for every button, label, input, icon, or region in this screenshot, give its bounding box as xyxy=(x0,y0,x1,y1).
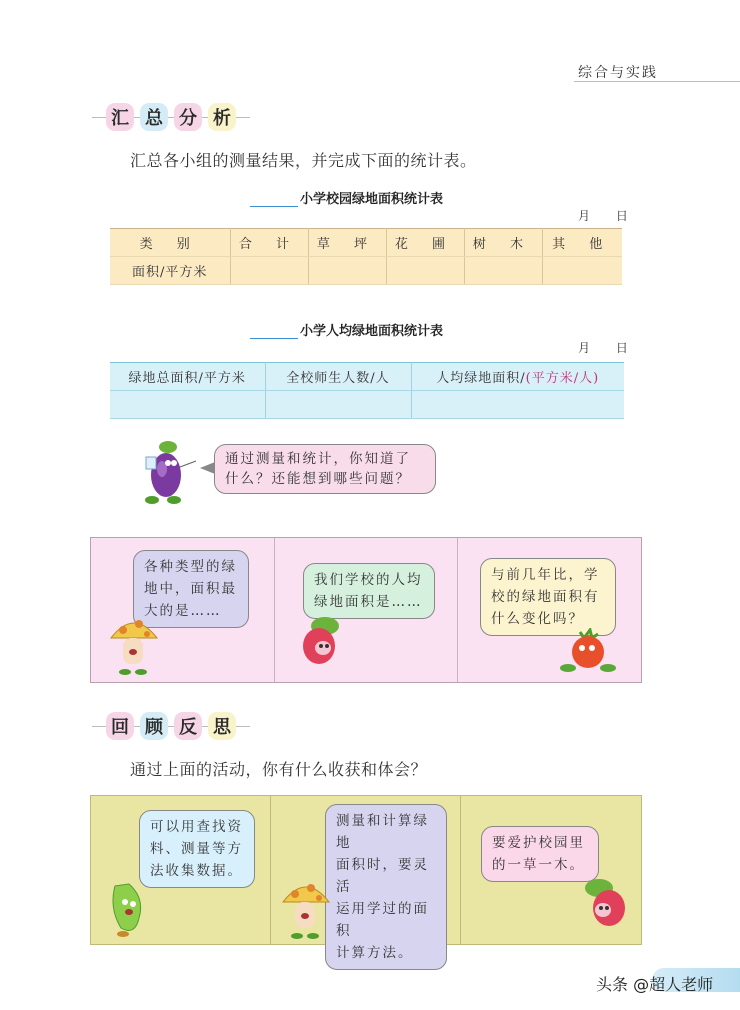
discussion-panel xyxy=(275,538,458,682)
bubble-line: 大的是…… xyxy=(144,603,222,619)
row-label: 面积/平方米 xyxy=(110,257,230,285)
bubble-line: 通过测量和统计，你知道了 xyxy=(225,451,411,467)
divider xyxy=(92,726,106,727)
bubble-line: 要爱护校园里 xyxy=(492,835,585,851)
header-cell: 其 他 xyxy=(542,229,622,257)
tomato-character xyxy=(554,628,618,678)
title-char: 顾 xyxy=(140,712,168,740)
header-cell xyxy=(411,363,624,391)
title-char: 析 xyxy=(208,103,236,131)
eggplant-character xyxy=(140,437,200,505)
header-text: 人均绿地面积/ xyxy=(436,371,526,386)
title-char: 思 xyxy=(208,712,236,740)
table-header-row xyxy=(110,229,622,257)
bubble-line: 法收集数据。 xyxy=(150,863,243,879)
reflection-panel-row xyxy=(90,795,642,961)
section-title-review xyxy=(92,712,250,740)
header-cell: 类 别 xyxy=(110,229,230,257)
header-cell: 全校师生人数/人 xyxy=(265,363,411,391)
instruction-summary: 汇总各小组的测量结果，并完成下面的统计表。 xyxy=(130,151,477,170)
bubble-line: 计算方法。 xyxy=(336,945,414,961)
title-char: 分 xyxy=(174,103,202,131)
title-char: 回 xyxy=(106,712,134,740)
school-name-blank[interactable] xyxy=(250,193,298,207)
table2-title xyxy=(250,320,443,339)
table-header-row xyxy=(110,363,624,391)
bubble-line: 各种类型的绿 xyxy=(144,559,237,575)
bubble-line: 我们学校的人均 xyxy=(314,572,423,588)
bubble-line: 可以用查找资 xyxy=(150,819,243,835)
speech-bubble xyxy=(325,804,447,970)
unit-text: (平方米/人) xyxy=(525,371,600,386)
table-row xyxy=(110,391,624,419)
per-capita-table xyxy=(110,362,624,419)
bubble-tail xyxy=(200,462,215,474)
bubble-line: 与前几年比，学 xyxy=(491,567,600,583)
speech-bubble xyxy=(303,563,435,619)
chapter-header: 综合与实践 xyxy=(578,65,658,81)
table2-date: 月 日 xyxy=(578,341,628,355)
table1-date: 月 日 xyxy=(578,209,628,223)
value-cell[interactable] xyxy=(464,257,542,285)
value-cell[interactable] xyxy=(308,257,386,285)
discussion-panel xyxy=(91,538,275,682)
mushroom-character xyxy=(109,614,159,682)
bubble-line: 绿地面积是…… xyxy=(314,594,423,610)
table1-title-text: 小学校园绿地面积统计表 xyxy=(300,192,444,207)
reflection-panel xyxy=(461,796,641,944)
discussion-panel-row xyxy=(90,537,642,683)
title-char: 总 xyxy=(140,103,168,131)
divider xyxy=(92,117,106,118)
green-area-table xyxy=(110,228,622,285)
title-char: 汇 xyxy=(106,103,134,131)
header-cell: 树 木 xyxy=(464,229,542,257)
bubble-line: 面积时，要灵活 xyxy=(336,857,429,895)
chapter-rule xyxy=(574,81,740,82)
table2-title-text: 小学人均绿地面积统计表 xyxy=(300,324,444,339)
header-cell: 合 计 xyxy=(230,229,308,257)
value-cell[interactable] xyxy=(386,257,464,285)
value-cell[interactable] xyxy=(110,391,265,419)
bean-character xyxy=(105,878,149,942)
bubble-line: 的一草一木。 xyxy=(492,857,585,873)
bubble-line: 料、测量等方 xyxy=(150,841,243,857)
speech-bubble xyxy=(139,810,255,888)
section-title-summary xyxy=(92,103,250,131)
bubble-line: 运用学过的面积 xyxy=(336,901,429,939)
discussion-panel xyxy=(458,538,641,682)
radish-character xyxy=(583,878,629,934)
instruction-review: 通过上面的活动，你有什么收获和体会？ xyxy=(130,760,428,779)
reflection-panel xyxy=(271,796,461,961)
bubble-line: 什么变化吗？ xyxy=(491,611,584,627)
radish-character xyxy=(297,616,343,672)
divider xyxy=(236,117,250,118)
table1-title xyxy=(250,188,443,207)
header-cell: 草 坪 xyxy=(308,229,386,257)
value-cell[interactable] xyxy=(542,257,622,285)
speech-bubble xyxy=(214,444,436,494)
value-cell[interactable] xyxy=(230,257,308,285)
title-char: 反 xyxy=(174,712,202,740)
bubble-line: 什么？还能想到哪些问题？ xyxy=(225,471,411,487)
header-cell: 花 圃 xyxy=(386,229,464,257)
bubble-line: 校的绿地面积有 xyxy=(491,589,600,605)
header-cell: 绿地总面积/平方米 xyxy=(110,363,265,391)
bubble-line: 测量和计算绿地 xyxy=(336,813,429,851)
divider xyxy=(236,726,250,727)
speech-bubble xyxy=(480,558,616,636)
school-name-blank[interactable] xyxy=(250,325,298,339)
value-cell[interactable] xyxy=(265,391,411,419)
mushroom-character xyxy=(281,878,331,946)
value-cell[interactable] xyxy=(411,391,624,419)
table-row xyxy=(110,257,622,285)
watermark: 头条 @超人老师 xyxy=(596,975,714,994)
reflection-panel xyxy=(91,796,271,944)
speech-bubble xyxy=(481,826,599,882)
bubble-line: 地中，面积最 xyxy=(144,581,237,597)
